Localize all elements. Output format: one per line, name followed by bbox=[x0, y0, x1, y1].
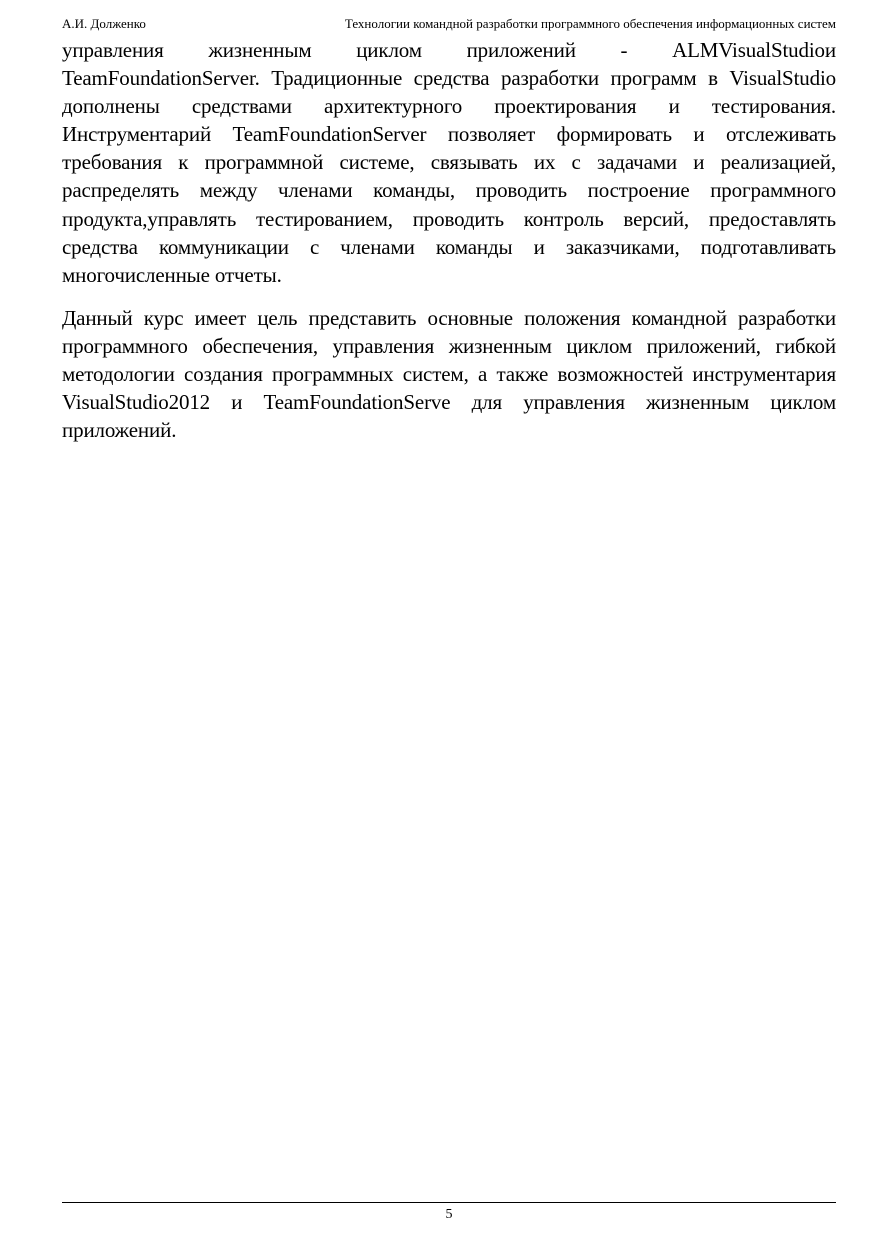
header-title: Технологии командной разработки программного обеспечения информационных систем bbox=[344, 16, 836, 31]
body-paragraph-2: Данный курс имеет цель представить основные положения командной разработки программного обеспечения, управления жизненным циклом приложений, гибкой методологии создания программных систем, а также возможностей инструментария VisualStudio2012 и TeamFoundationServe для управления жизненным циклом приложений. bbox=[62, 305, 836, 443]
page-number: 5 bbox=[445, 1207, 453, 1222]
document-body bbox=[62, 36, 836, 444]
footer-divider bbox=[62, 1202, 836, 1203]
header-author: А.И. Долженко bbox=[62, 16, 146, 31]
body-paragraph-1: управления жизненным циклом приложений - ALMVisualStudioи TeamFoundationServer. Традиционные средства разработки программ в VisualStudio дополнены средствами архитектурного проектирования и тестирования. Инструментарий TeamFoundationServer позволяет формировать и отслеживать требования к программной системе, связывать их с задачами и реализацией, распределять между членами команды, проводить построение программного продукта,управлять тестированием, проводить контроль версий, предоставлять средства коммуникации с членами команды и заказчиками, подготавливать многочисленные отчеты. bbox=[62, 38, 836, 287]
page-header bbox=[62, 14, 836, 34]
